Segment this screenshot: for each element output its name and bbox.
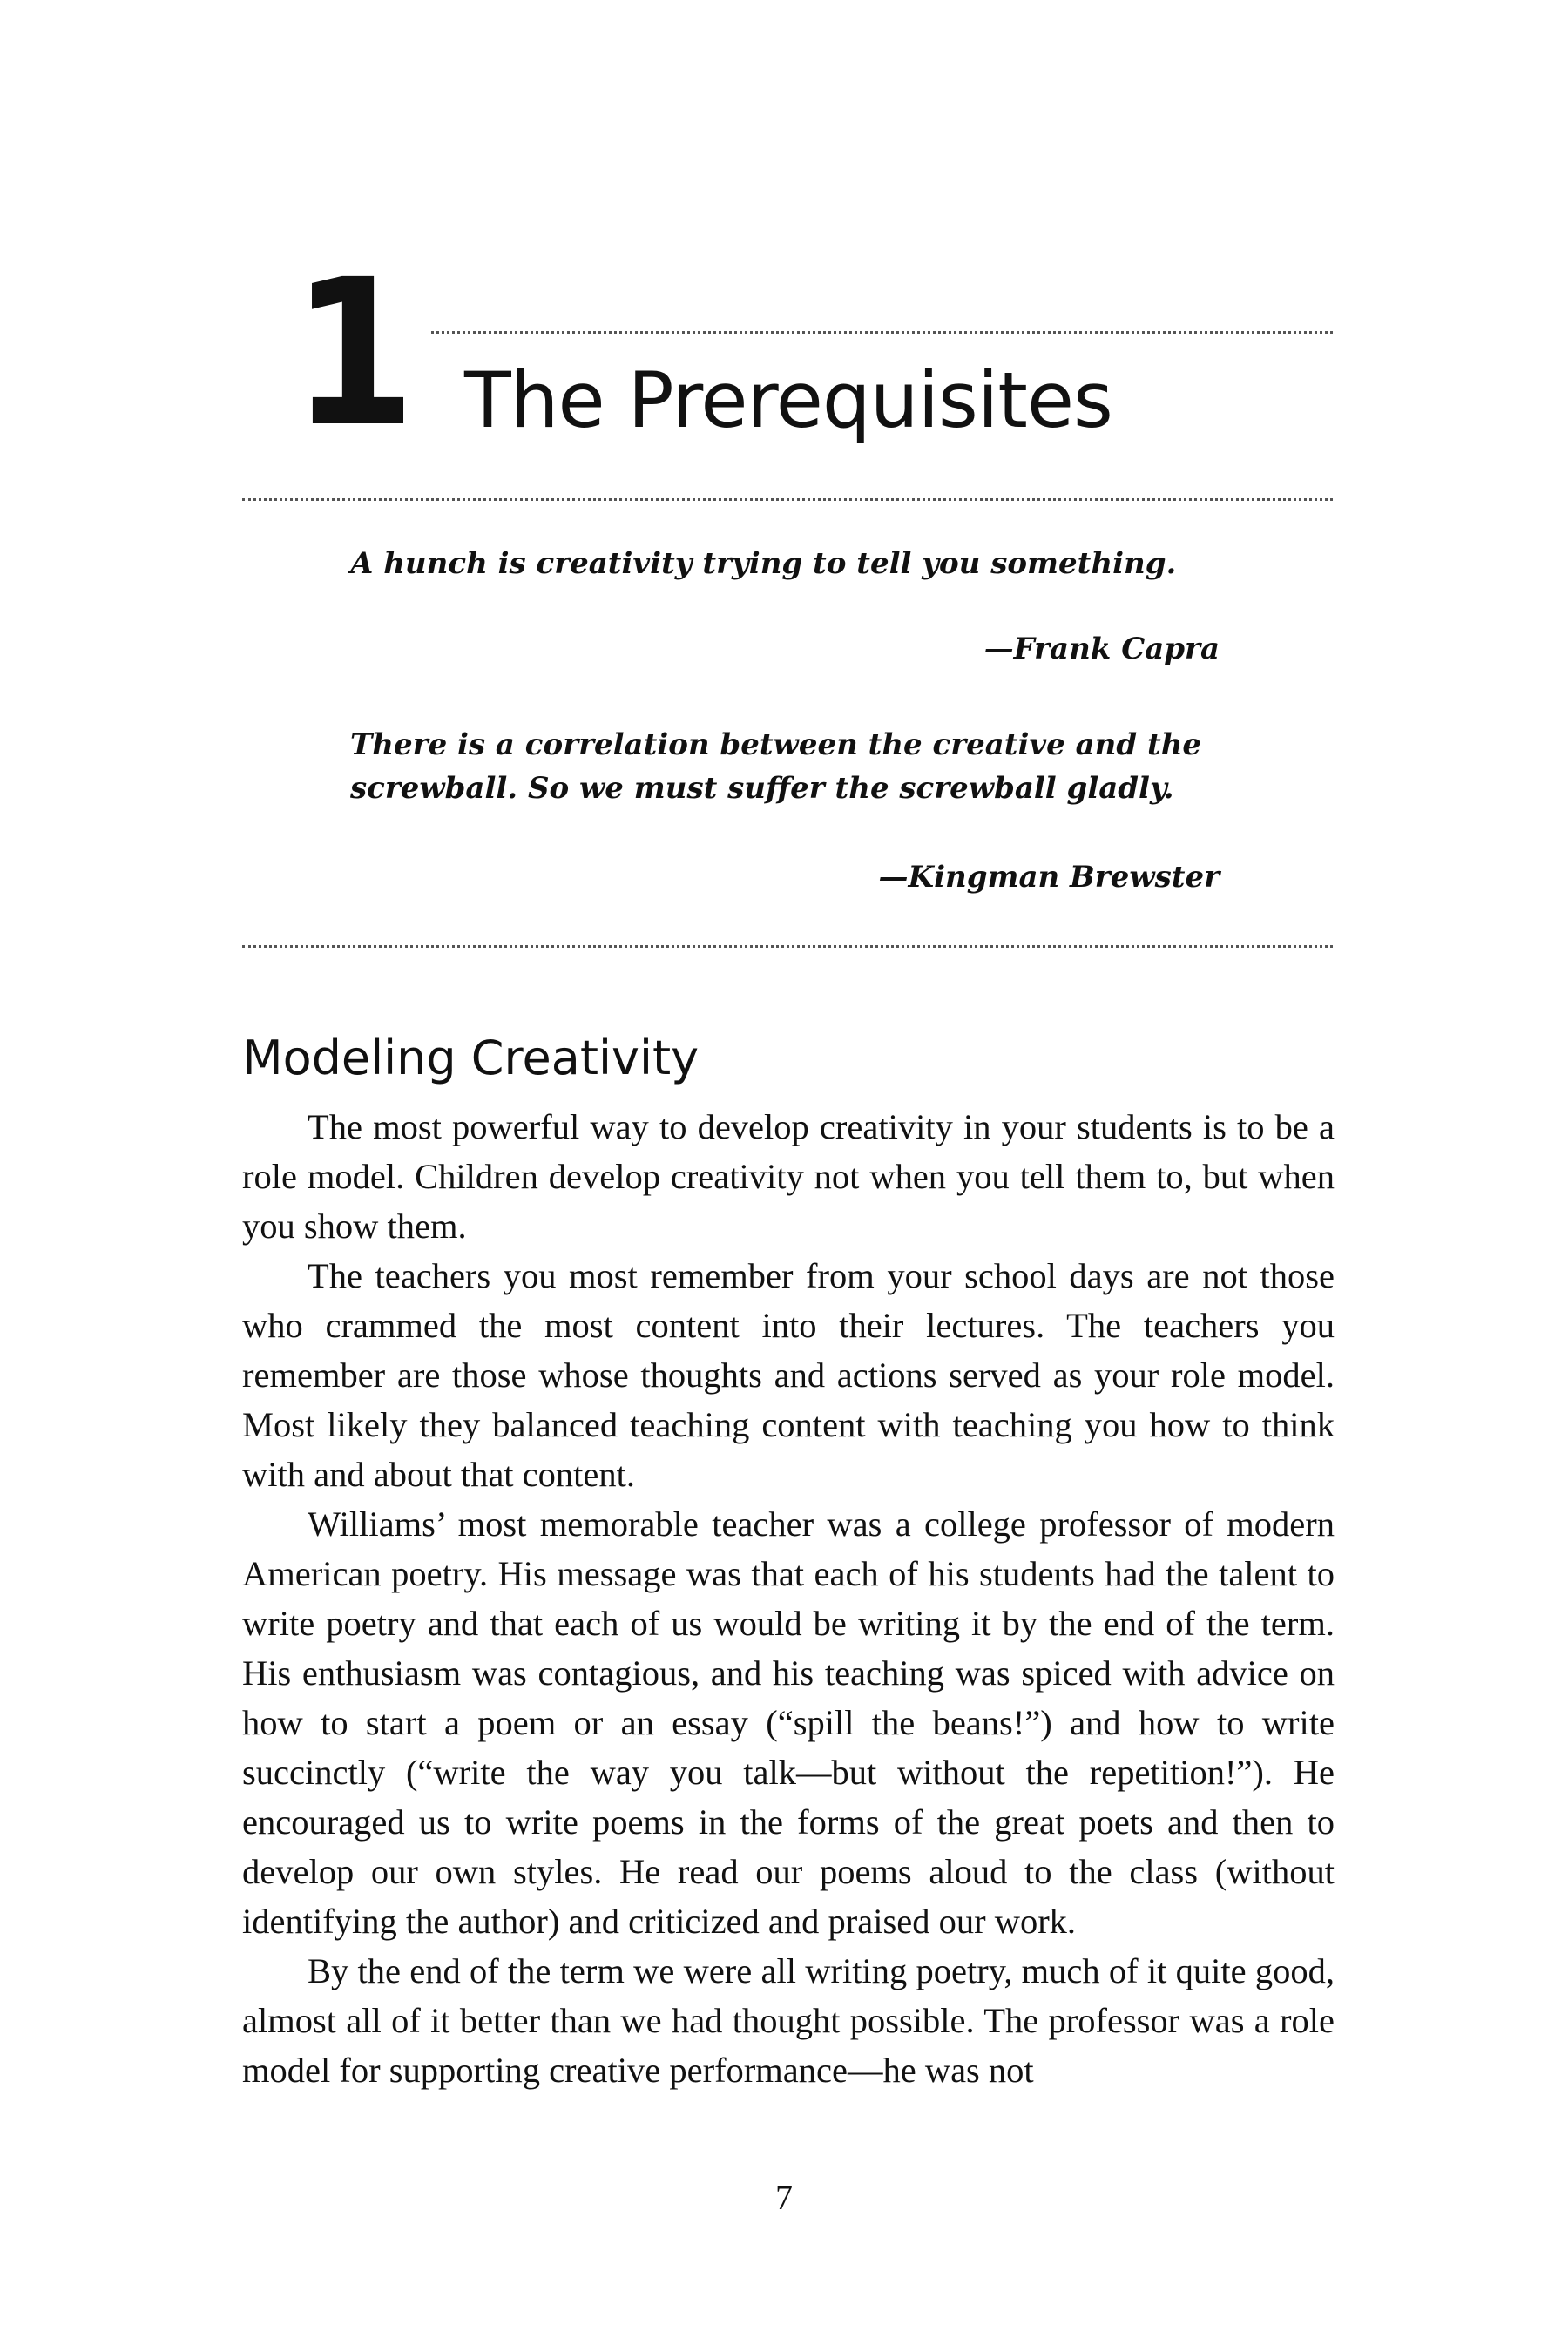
epigraph-rule-bottom xyxy=(242,945,1333,948)
paragraph: By the end of the term we were all writing poetry, much of it quite good, almost all of it better than we had thought possible. The professor was a role model for supporting creative performance—he was not xyxy=(242,1951,1335,2090)
paragraph: Williams’ most memorable teacher was a college professor of modern American poetry. His message was that each of his students had the talent to write poetry and that each of us would be writing it by the end of the term. His enthusiasm was contagious, and his teaching was spiced with advice on how to start a poem or an essay (“spill the beans!”) and how to write succinctly (“write the way you talk—but without the repetition!”). He encouraged us to write poems in the forms of the great poets and then to develop our own styles. He read our poems aloud to the class (without identifying the author) and criticized and praised our work. xyxy=(242,1504,1335,1941)
epigraph-line: A hunch is creativity trying to tell you something. xyxy=(350,546,1177,581)
chapter-title: The Prerequisites xyxy=(464,355,1112,445)
chapter-rule-top xyxy=(431,331,1333,334)
epigraph-quote-1 xyxy=(350,542,1230,585)
section-heading: Modeling Creativity xyxy=(242,1031,700,1085)
epigraph-attribution-2: —Kingman Brewster xyxy=(878,860,1220,895)
paragraph: The most powerful way to develop creativity in your students is to be a role model. Children develop creativity not when you tell them to, but when you show them. xyxy=(242,1107,1335,1246)
page-number: 7 xyxy=(775,2178,793,2217)
epigraph-line: There is a correlation between the creative and the xyxy=(350,727,1202,762)
paragraph: The teachers you most remember from your school days are not those who crammed the most content into their lectures. The teachers you remember are those whose thoughts and actions served as your role model. Most likely they balanced teaching content with teaching you how to think with and about that content. xyxy=(242,1256,1335,1494)
epigraph-attribution-1: —Frank Capra xyxy=(983,632,1220,666)
chapter-rule-bottom xyxy=(242,498,1333,501)
epigraph-line: screwball. So we must suffer the screwball gladly. xyxy=(350,771,1174,806)
chapter-number: 1 xyxy=(292,236,413,471)
epigraph-quote-2 xyxy=(350,723,1230,810)
body-text xyxy=(242,1102,1335,2095)
